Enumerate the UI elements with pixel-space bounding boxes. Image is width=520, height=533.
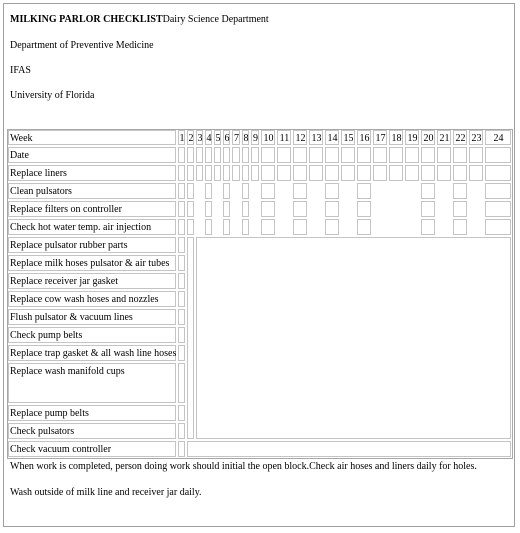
check-cell	[406, 166, 419, 181]
check-cell	[262, 202, 275, 217]
week-number: 18	[391, 133, 402, 144]
check-cell	[206, 166, 212, 181]
check-cell	[358, 184, 371, 199]
check-cell	[179, 292, 185, 307]
check-cell	[326, 184, 339, 199]
task-label: Replace liners	[10, 168, 67, 179]
check-cell	[243, 166, 249, 181]
check-cell	[188, 166, 194, 181]
check-cell	[454, 202, 467, 217]
week-number: 24	[493, 133, 504, 144]
check-cell	[422, 202, 435, 217]
check-cell	[179, 184, 185, 199]
check-cell	[179, 220, 185, 235]
check-cell	[390, 166, 403, 181]
week-number: 7	[234, 133, 239, 144]
week2-span-cell	[188, 238, 194, 439]
week-number: 11	[279, 133, 290, 144]
check-cell	[188, 148, 194, 163]
instruction-note: When work is completed, person doing work should initial the open block.Check air hoses and liners daily for holes.	[10, 461, 477, 472]
check-cell	[422, 184, 435, 199]
task-label: Clean pulsators	[10, 186, 72, 197]
check-cell	[438, 148, 451, 163]
week-number: 15	[343, 133, 354, 144]
daily-wash-note: Wash outside of milk line and receiver jar daily.	[10, 487, 202, 498]
week-number: 17	[375, 133, 386, 144]
week-number: 13	[311, 133, 322, 144]
check-cell	[188, 220, 194, 235]
institute-line: IFAS	[10, 65, 31, 76]
task-label: Replace pulsator rubber parts	[10, 240, 128, 251]
week-number: 14	[327, 133, 338, 144]
week-number: 23	[471, 133, 482, 144]
check-cell	[233, 148, 240, 163]
check-cell	[358, 148, 371, 163]
check-cell	[422, 220, 435, 235]
check-cell	[179, 346, 185, 361]
check-cell	[406, 148, 419, 163]
check-cell	[294, 148, 307, 163]
check-cell	[342, 148, 355, 163]
check-cell	[179, 310, 185, 325]
task-label: Replace milk hoses pulsator & air tubes	[10, 258, 170, 269]
check-cell-wide	[188, 442, 511, 457]
check-cell	[486, 148, 511, 163]
check-cell	[374, 148, 387, 163]
check-cell	[438, 166, 451, 181]
check-cell	[243, 148, 249, 163]
check-cell	[179, 328, 185, 343]
check-cell	[206, 202, 212, 217]
task-label-cell	[9, 148, 176, 163]
check-cell	[179, 274, 185, 289]
check-cell	[224, 148, 230, 163]
task-label: Replace cow wash hoses and nozzles	[10, 294, 159, 305]
check-cell	[470, 166, 483, 181]
check-cell	[179, 256, 185, 271]
check-cell	[179, 424, 185, 439]
check-cell	[252, 148, 259, 163]
week-number: 10	[263, 133, 274, 144]
check-cell	[224, 184, 230, 199]
check-cell	[454, 148, 467, 163]
task-label: Check pulsators	[10, 426, 75, 437]
check-cell	[243, 184, 249, 199]
task-label: Check hot water temp. air injection	[10, 222, 152, 233]
check-cell	[326, 202, 339, 217]
check-cell	[206, 184, 212, 199]
check-cell	[262, 166, 275, 181]
check-cell	[179, 364, 185, 403]
check-cell	[233, 166, 240, 181]
check-cell	[486, 166, 511, 181]
week-number: 20	[423, 133, 434, 144]
check-cell	[470, 148, 483, 163]
check-cell	[262, 220, 275, 235]
check-cell	[326, 166, 339, 181]
check-cell	[358, 166, 371, 181]
check-cell	[278, 148, 291, 163]
check-cell	[206, 148, 212, 163]
task-label: Replace pump belts	[10, 408, 89, 419]
week-number: 2	[188, 133, 194, 144]
week-number: 5	[215, 133, 221, 144]
checklist-title: MILKING PARLOR CHECKLIST	[10, 14, 163, 25]
week-number: 4	[206, 133, 212, 144]
check-cell	[243, 202, 249, 217]
check-cell	[374, 166, 387, 181]
check-cell	[454, 184, 467, 199]
check-cell	[252, 166, 259, 181]
check-cell	[188, 184, 194, 199]
check-cell	[243, 220, 249, 235]
check-cell	[224, 202, 230, 217]
check-cell	[326, 220, 339, 235]
check-cell	[215, 148, 221, 163]
task-label: Flush pulsator & vacuum lines	[10, 312, 133, 323]
check-cell	[454, 220, 467, 235]
task-label: Replace trap gasket & all wash line hoses	[10, 348, 177, 359]
check-cell	[358, 202, 371, 217]
check-cell	[179, 238, 185, 253]
check-cell	[358, 220, 371, 235]
week-number: 9	[253, 133, 258, 144]
check-cell	[486, 220, 511, 235]
week-number: 3	[197, 133, 203, 144]
week-label: Week	[10, 133, 33, 144]
week-number: 6	[224, 133, 230, 144]
check-cell	[294, 166, 307, 181]
week-number: 8	[243, 133, 249, 144]
check-cell	[454, 166, 467, 181]
week-number: 16	[359, 133, 370, 144]
check-cell	[294, 202, 307, 217]
task-label: Replace wash manifold cups	[10, 366, 125, 377]
check-cell	[215, 166, 221, 181]
check-cell	[294, 220, 307, 235]
task-label: Check vacuum controller	[10, 444, 112, 455]
check-cell	[179, 442, 185, 457]
check-cell	[422, 166, 435, 181]
check-cell	[422, 148, 435, 163]
check-cell	[486, 202, 511, 217]
task-label: Check pump belts	[10, 330, 83, 341]
week-number: 1	[179, 133, 185, 144]
check-cell	[262, 148, 275, 163]
department-line: Department of Preventive Medicine	[10, 40, 154, 51]
check-cell	[486, 184, 511, 199]
check-cell	[224, 166, 230, 181]
check-cell	[224, 220, 230, 235]
check-cell	[179, 166, 185, 181]
week-number: 19	[407, 133, 418, 144]
check-cell	[342, 166, 355, 181]
check-cell	[390, 148, 403, 163]
task-label: Date	[10, 150, 29, 161]
check-cell	[179, 202, 185, 217]
check-cell	[278, 166, 291, 181]
check-cell	[188, 202, 194, 217]
week-number: 12	[295, 133, 306, 144]
week-number: 22	[455, 133, 466, 144]
department-inline: Dairy Science Department	[162, 14, 269, 25]
check-cell	[326, 148, 339, 163]
check-cell	[294, 184, 307, 199]
check-cell	[206, 220, 212, 235]
week-label-cell	[9, 131, 176, 145]
check-cell	[179, 148, 185, 163]
check-cell	[197, 148, 203, 163]
university-line: University of Florida	[10, 90, 95, 101]
check-cell	[310, 166, 323, 181]
task-label: Replace filters on controller	[10, 204, 122, 215]
week-number: 21	[439, 133, 450, 144]
blank-block	[197, 238, 511, 439]
check-cell	[179, 406, 185, 421]
check-cell	[310, 148, 323, 163]
check-cell	[262, 184, 275, 199]
task-label: Replace receiver jar gasket	[10, 276, 118, 287]
check-cell	[197, 166, 203, 181]
